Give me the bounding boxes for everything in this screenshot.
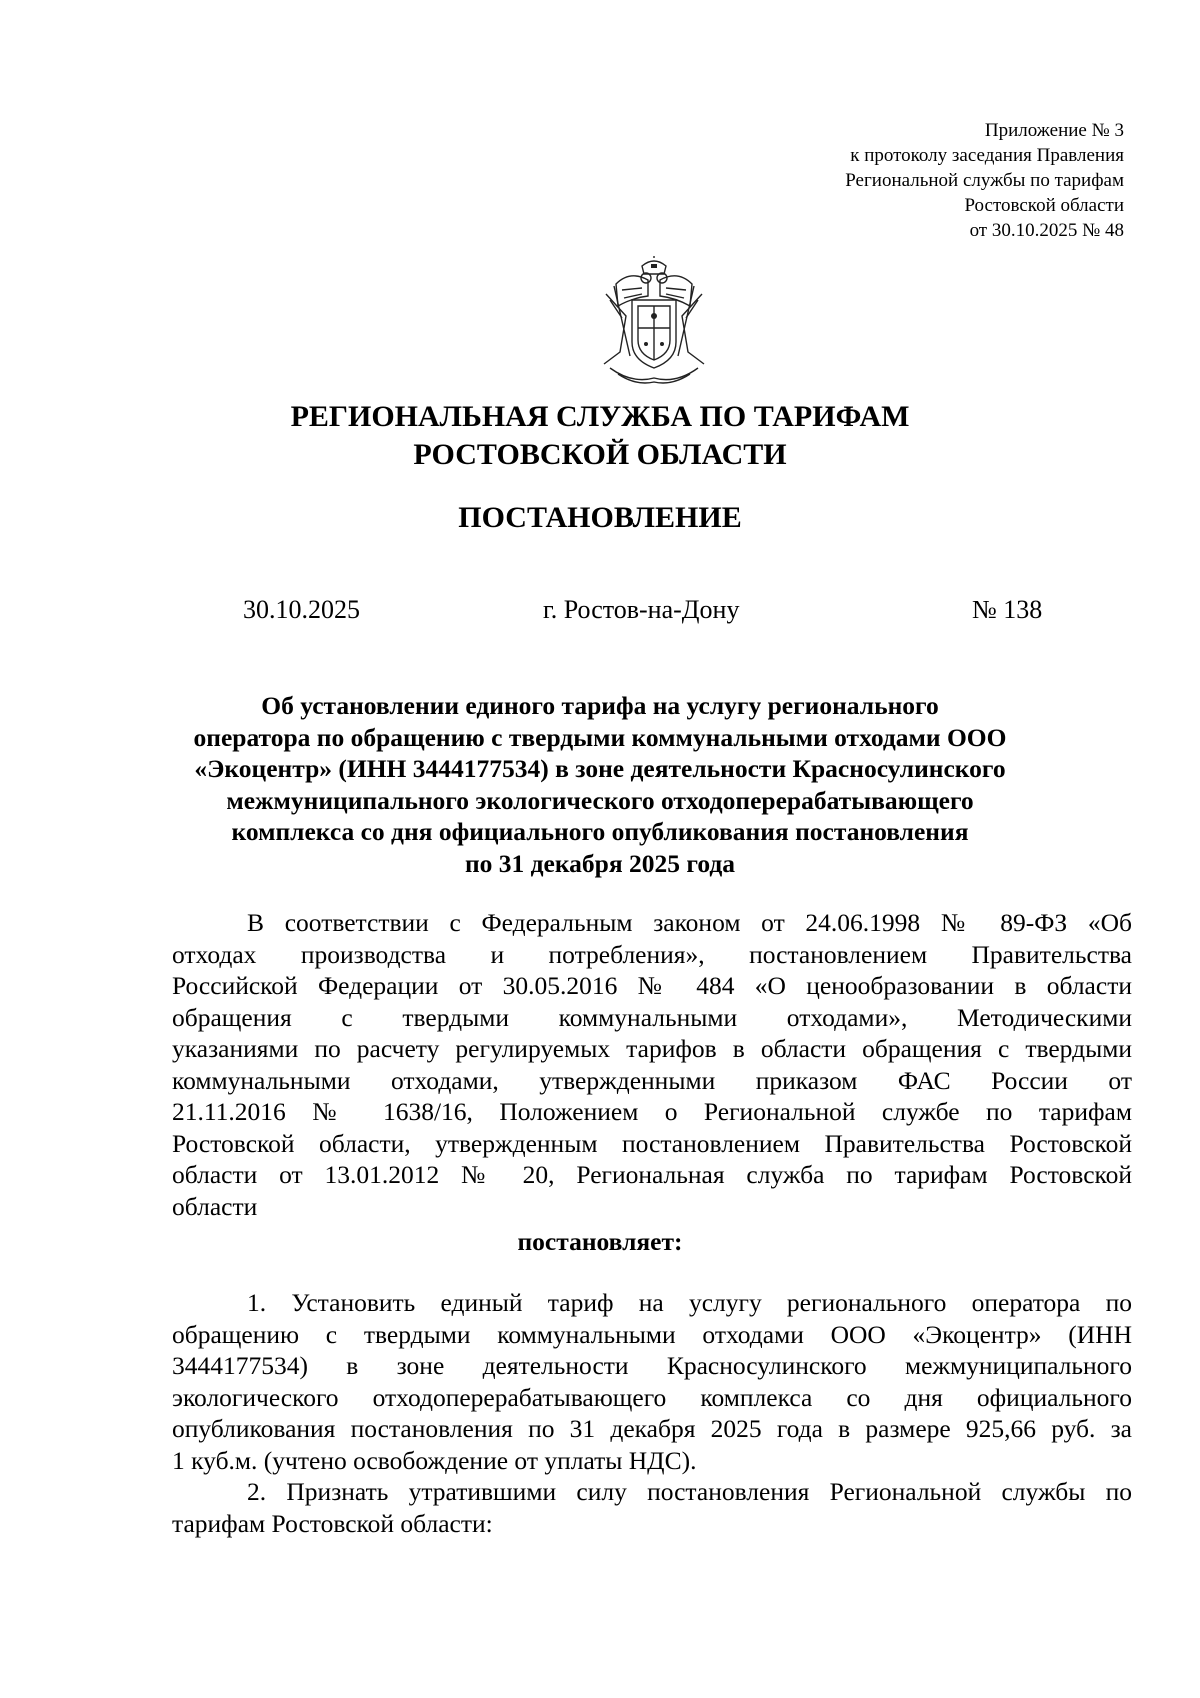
preamble-line: области	[172, 1191, 258, 1221]
item-2-line: 2. Признать утратившими силу постановления Региональной службы по	[247, 1477, 1132, 1506]
preamble-line: обращения с твердыми коммунальными отходами», Методическими	[172, 1002, 1132, 1032]
coat-of-arms-icon	[596, 256, 712, 390]
item-1-line: обращению с твердыми коммунальными отходами ООО «Экоцентр» (ИНН	[172, 1319, 1132, 1349]
item-1-paragraph	[172, 1287, 1132, 1476]
appendix-line: Ростовской области	[964, 195, 1124, 216]
document-type: ПОСТАНОВЛЕНИЕ	[458, 501, 742, 534]
preamble-line: Ростовской области, утвержденным постановлением Правительства Ростовской	[172, 1128, 1132, 1158]
appendix-line: Региональной службы по тарифам	[845, 170, 1124, 191]
item-1-line: 1 куб.м. (учтено освобождение от уплаты НДС).	[172, 1445, 697, 1475]
document-number: № 138	[972, 595, 1043, 624]
item-1-line: 3444177534) в зоне деятельности Красносулинского межмуниципального	[172, 1351, 1132, 1380]
agency-title	[0, 398, 1200, 474]
preamble-line: области от 13.01.2012 № 20, Региональная служба по тарифам Ростовской	[172, 1160, 1132, 1189]
subject-line: оператора по обращению с твердыми коммунальными отходами ООО	[193, 722, 1007, 752]
preamble-line: коммунальными отходами, утвержденными приказом ФАС России от	[172, 1065, 1132, 1095]
appendix-line: Приложение № 3	[984, 120, 1124, 141]
document-city: г. Ростов-на-Дону	[543, 595, 740, 624]
subject-line: межмуниципального экологического отходоперерабатывающего	[226, 785, 974, 815]
agency-title-line: РОСТОВСКОЙ ОБЛАСТИ	[413, 438, 787, 471]
preamble-line: указаниями по расчету регулируемых тарифов в области обращения с твердыми	[172, 1034, 1132, 1063]
item-2-line: тарифам Ростовской области:	[172, 1508, 493, 1538]
subject-line: комплекса со дня официального опубликования постановления	[231, 817, 969, 846]
appendix-line: от 30.10.2025 № 48	[969, 220, 1124, 241]
preamble-line: В соответствии с Федеральным законом от 24.06.1998 № 89-ФЗ «Об	[247, 908, 1132, 937]
item-1-line: опубликования постановления по 31 декабря 2025 года в размере 925,66 руб. за	[172, 1414, 1132, 1443]
preamble-line: отходах производства и потребления», постановлением Правительства	[172, 939, 1132, 969]
document-date: 30.10.2025	[243, 595, 360, 624]
agency-title-line: РЕГИОНАЛЬНАЯ СЛУЖБА ПО ТАРИФАМ	[290, 400, 910, 433]
subject-line: «Экоцентр» (ИНН 3444177534) в зоне деятельности Красносулинского	[194, 754, 1006, 783]
subject-line: Об установлении единого тарифа на услугу регионального	[261, 691, 939, 720]
preamble-paragraph	[172, 907, 1132, 1222]
item-1-line: 1. Установить единый тариф на услугу регионального оператора по	[247, 1288, 1132, 1317]
decision-keyword: постановляет:	[517, 1227, 683, 1256]
preamble-line: Российской Федерации от 30.05.2016 № 484 «О ценообразовании в области	[172, 971, 1132, 1000]
appendix-line: к протоколу заседания Правления	[850, 145, 1124, 166]
document-subject	[150, 690, 1050, 879]
item-1-line: экологического отходоперерабатывающего комплекса со дня официального	[172, 1382, 1132, 1412]
preamble-line: 21.11.2016 № 1638/16, Положением о Региональной службе по тарифам	[172, 1097, 1132, 1126]
item-2-paragraph	[172, 1476, 1132, 1539]
subject-line: по 31 декабря 2025 года	[464, 848, 736, 878]
appendix-note	[845, 118, 1124, 243]
